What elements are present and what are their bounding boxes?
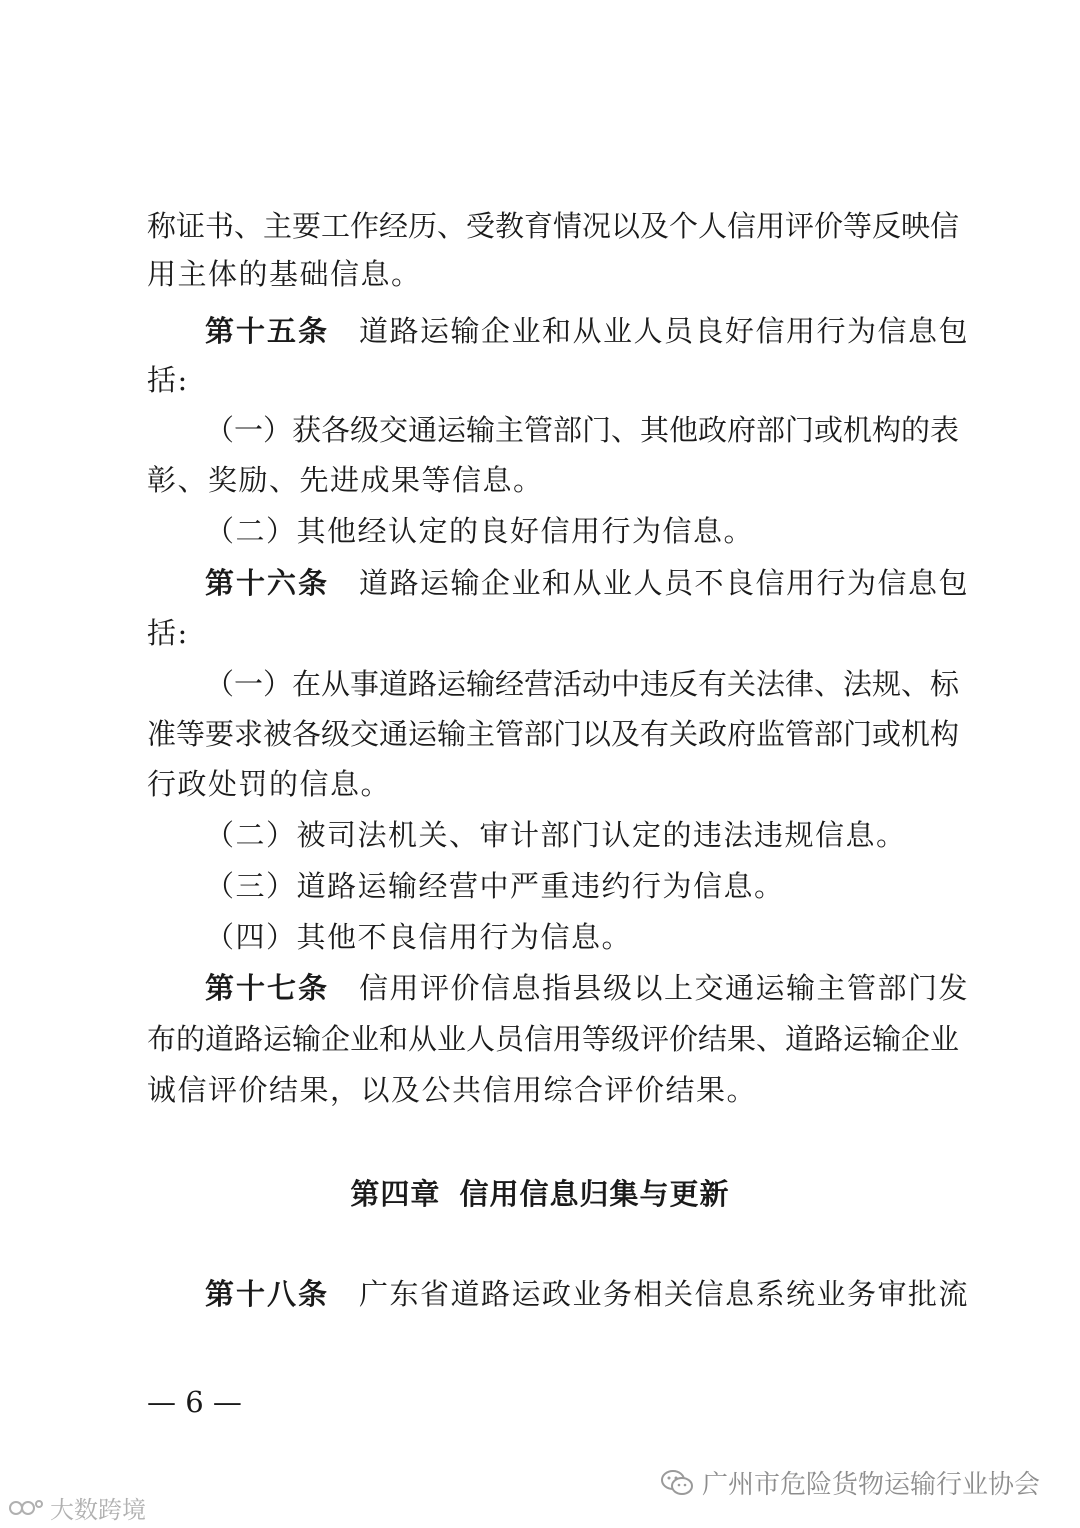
paragraph-line: 称证书、主要工作经历、受教育情况以及个人信用评价等反映信 <box>147 209 960 243</box>
article-text: 信用评价信息指县级以上交通运输主管部门发 <box>359 971 970 1005</box>
paragraph-line: 诚信评价结果，以及公共信用综合评价结果。 <box>147 1073 758 1107</box>
watermark-text: 大数跨境 <box>50 1496 146 1524</box>
list-item: （三）道路运输经营中严重违约行为信息。 <box>205 869 785 903</box>
wechat-icon <box>660 1469 694 1497</box>
paragraph-line: 布的道路运输企业和从业人员信用等级评价结果、道路运输企业 <box>147 1022 960 1056</box>
article-text: 道路运输企业和从业人员不良信用行为信息包 <box>359 566 970 600</box>
chapter-number: 第四章 <box>350 1177 441 1211</box>
article-title: 第十七条 <box>205 971 330 1005</box>
article-text: 道路运输企业和从业人员良好信用行为信息包 <box>359 314 970 348</box>
watermark-wechat <box>660 1464 1040 1501</box>
list-item: （四）其他不良信用行为信息。 <box>205 920 633 954</box>
article-title: 第十五条 <box>205 314 330 348</box>
paragraph-line: 括: <box>147 363 189 397</box>
paragraph-line: 准等要求被各级交通运输主管部门以及有关政府监管部门或机构 <box>147 717 960 751</box>
page-number: — 6 — <box>147 1385 242 1419</box>
article-title: 第十六条 <box>205 566 330 600</box>
watermark-text: 广州市危险货物运输行业协会 <box>701 1470 1040 1500</box>
paragraph-line: 行政处罚的信息。 <box>147 767 392 801</box>
watermark-brand <box>8 1490 146 1525</box>
article-16-heading <box>205 563 970 603</box>
article-15-heading <box>205 311 970 351</box>
list-item: （一）获各级交通运输主管部门、其他政府部门或机构的表 <box>205 413 960 447</box>
article-17-heading <box>205 968 970 1008</box>
article-title: 第十八条 <box>205 1277 330 1311</box>
list-item: （二）被司法机关、审计部门认定的违法违规信息。 <box>205 818 907 852</box>
list-item: （一）在从事道路运输经营活动中违反有关法律、法规、标 <box>205 667 960 701</box>
article-text: 广东省道路运政业务相关信息系统业务审批流 <box>359 1277 970 1311</box>
chapter-title: 信用信息归集与更新 <box>459 1177 730 1211</box>
brand-logo-icon <box>8 1498 44 1518</box>
article-18-heading <box>205 1274 970 1314</box>
paragraph-line: 用主体的基础信息。 <box>147 257 422 291</box>
paragraph-line: 括: <box>147 616 189 650</box>
paragraph-line: 彰、奖励、先进成果等信息。 <box>147 463 544 497</box>
chapter-heading <box>0 1174 1080 1214</box>
list-item: （二）其他经认定的良好信用行为信息。 <box>205 514 755 548</box>
